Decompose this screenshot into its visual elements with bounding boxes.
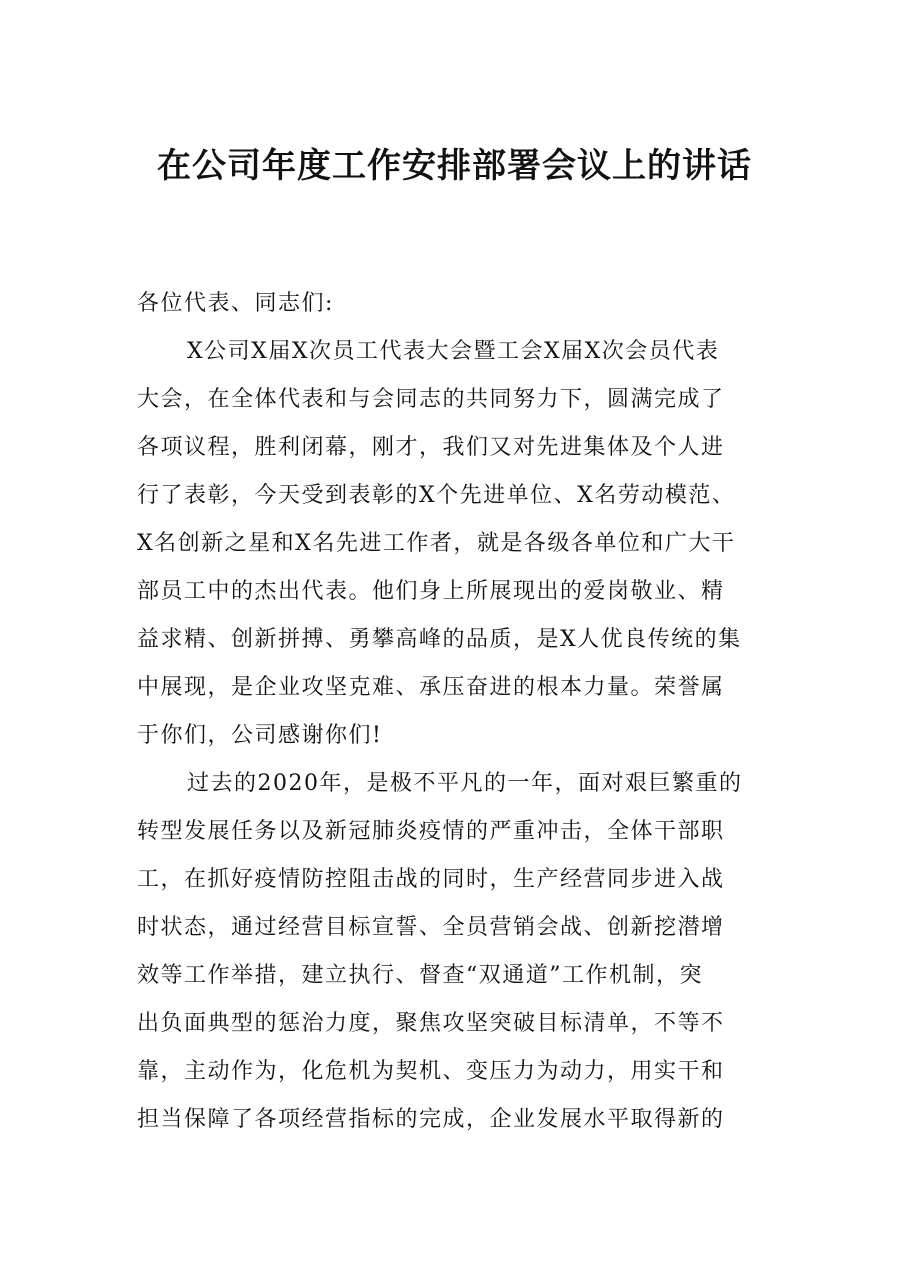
paragraph-line: 各项议程，胜利闭幕，刚才，我们又对先进集体及个人进 (137, 435, 725, 460)
document-title: 在公司年度工作安排部署会议上的讲话 (157, 146, 752, 186)
paragraph-2 (137, 760, 787, 1144)
paragraph-line: 靠，主动作为，化危机为契机、变压力为动力，用实干和 (137, 1059, 725, 1084)
paragraph-line: 转型发展任务以及新冠肺炎疫情的严重冲击，全体干部职 (137, 819, 725, 844)
paragraph-line: 工，在抓好疫情防控阻击战的同时，生产经营同步进入战 (137, 867, 725, 892)
paragraph-line: 中展现，是企业攻坚克难、承压奋进的根本力量。荣誉属 (137, 675, 725, 700)
paragraph-line: 出负面典型的惩治力度，聚焦攻坚突破目标清单，不等不 (137, 1011, 725, 1036)
document-body (137, 280, 787, 1144)
paragraph-line: 行了表彰，今天受到表彰的X个先进单位、X名劳动模范、 (137, 483, 736, 508)
paragraph-line: 大会，在全体代表和与会同志的共同努力下，圆满完成了 (137, 387, 725, 412)
paragraph-line: X名创新之星和X名先进工作者，就是各级各单位和广大干 (137, 531, 736, 556)
paragraph-line: 担当保障了各项经营指标的完成，企业发展水平取得新的 (137, 1107, 725, 1132)
paragraph-line: 益求精、创新拼搏、勇攀高峰的品质，是X人优良传统的集 (137, 627, 742, 652)
paragraph-line: X公司X届X次员工代表大会暨工会X届X次会员代表 (187, 339, 720, 364)
paragraph-line: 时状态，通过经营目标宣誓、全员营销会战、创新挖潜增 (137, 915, 725, 940)
paragraph-line: 效等工作举措，建立执行、督查“双通道”工作机制，突 (137, 963, 703, 988)
paragraph-line: 于你们，公司感谢你们! (137, 723, 383, 748)
paragraph-line: 过去的2020年，是极不平凡的一年，面对艰巨繁重的 (187, 771, 743, 796)
salutation: 各位代表、同志们: (137, 291, 334, 316)
paragraph-1 (137, 328, 787, 760)
paragraph-line: 部员工中的杰出代表。他们身上所展现出的爱岗敬业、精 (137, 579, 725, 604)
